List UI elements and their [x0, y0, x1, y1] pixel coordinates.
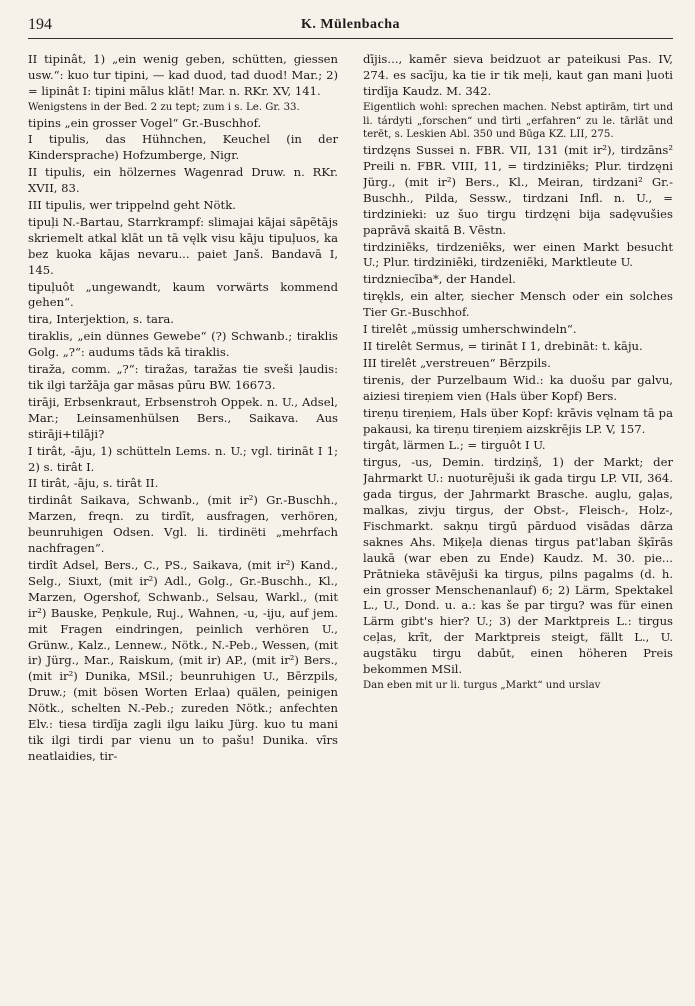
dictionary-entry: tirdît Adsel, Bers., C., PS., Saikava, (mit ir²) Kand., Selg., Siuxt, (mit ir²) Adl., Golg., Gr.-Buschh., Kl., Marzen, Ogershof, Schwanb., Selsau, Warkl., (mit ir²) Bauske, Peņkule, Ruj., Wahnen, -u, -iju, auf jem. mit Fragen eindringen, peinlich verhören U., Grünw., Kalz., Lennew., Nötk., N.-Peb., Wessen, (mit ir) Jürg., Mar., Raiskum, (mit ir) AP., (mit ir²) Bers., (mit ir²) Dunika, MSil.; beunruhigen U., Bērzpils, Druw.; (mit bösen Worten Erlaa) quälen, peinigen Nötk., schelten N.-Peb.; zureden Nötk.; anfechten Elv.: tiesa tirdīja zagli ilgu laiku Jürg. kuo tu mani tik ilgi tirdi par vienu un to pašu! Dunika. vīrs neatlaidies, tir-: [28, 557, 338, 763]
columns: [28, 52, 673, 998]
dictionary-entry: II tirelêt Sermus, = tirināt I 1, drebināt: t. kāju.: [363, 338, 643, 353]
dictionary-entry: dījis..., kamēr sieva beidzuot ar pateikusi Pas. IV, 274. es sacīju, ka tie ir tik meļi, kaut gan mani ļuoti tirdīja Kaudz. M. 342.: [363, 52, 673, 98]
dictionary-entry: II tipulis, ein hölzernes Wagenrad Druw. n. RKr. XVII, 83.: [28, 165, 338, 196]
right-column: [363, 52, 673, 998]
dictionary-entry: tirękls, ein alter, siecher Mensch oder ein solches Tier Gr.-Buschhof.: [363, 289, 673, 320]
dictionary-entry: III tirelêt „verstreuen“ Bērzpils.: [363, 355, 551, 370]
dictionary-entry: tipuļi N.-Bartau, Starrkrampf: slimajai kājai sāpẽtājs skriemelt atkal klāt un tā vęlk visu kāju tipuļuos, ka bez kuoka kājas nevaru... paiet Janš. Bandavā I, 145.: [28, 214, 338, 277]
dictionary-entry: Eigentlich wohl: sprechen machen. Nebst aptirām, tirt und li. tárdyti „forschen“ und tìrti „erfahren“ zu le. tārlāt und terēt, s. Leskien Abl. 350 und Būga KZ. LII, 275.: [363, 101, 673, 141]
dictionary-entry: tirdziniēks, tirdzeniēks, wer einen Markt besucht U.; Plur. tirdziniēki, tirdzeniēki, Marktleute U.: [363, 239, 673, 270]
dictionary-entry: tiraklis, „ein dünnes Gewebe“ (?) Schwanb.; tiraklis Golg. „?“: audums tāds kā tiraklis.: [28, 329, 338, 360]
dictionary-entry: tirgât, lärmen L.; = tirguôt I U.: [363, 438, 546, 453]
dictionary-entry: tipuļuôt „ungewandt, kaum vorwärts kommend gehen“.: [28, 279, 338, 310]
dictionary-entry: I tirât, -āju, 1) schütteln Lems. n. U.; vgl. tirināt I 1; 2) s. tirât I.: [28, 443, 338, 474]
dictionary-entry: tirgus, -us, Demin. tirdziņš, 1) der Markt; der Jahrmarkt U.: nuoturējuši ik gada tirgu LP. VII, 364. gada tirgus, der Jahrmarkt Brasche. augļu, gaļas, malkas, zivju tirgus, der Obst-, Fleisch-, Holz-, Fischmarkt. sakņu tirgū pārduod visādas dārza saknes Ahs. Miķeļa dienas tirgus pat'laban šķīrās laukā (war eben zu Ende) Kaudz. M. 30. pie... Prātnieka stāvējuši ka tirgus, pilns pagalms (d. h. ein grosser Menschenanlauf) 6; 2) Lärm, Spektakel L., U., Dond. u. a.: kas še par tirgu? was für einen Lärm gibt's hier? U.; 3) der Marktpreis L.: tirgus ceļas, krīt, der Marktpreis steigt, fällt L., U. augstāku tirgu dabūt, einen höheren Preis bekommen MSil.: [363, 455, 673, 677]
dictionary-entry: II tipinât, 1) „ein wenig geben, schütten, giessen usw.“: kuo tur tipini, — kad duod, tad duod! Mar.; 2) = lipinât I: tipini mālus klāt! Mar. n. RKr. XV, 141.: [28, 52, 338, 98]
page-header: [28, 14, 673, 39]
dictionary-entry: tirenis, der Purzelbaum Wid.: ka duošu par galvu, aiziesi tireņiem vien (Hals über Kopf) Bers.: [363, 372, 673, 403]
dictionary-entry: tira, Interjektion, s. tara.: [28, 312, 174, 327]
dictionary-entry: tipins „ein grosser Vogel“ Gr.-Buschhof.: [28, 115, 262, 130]
dictionary-entry: tirdzniecība*, der Handel.: [363, 272, 516, 287]
dictionary-entry: tirdzęns Sussei n. FBR. VII, 131 (mit ir²), tirdzāns² Preili n. FBR. VIII, 11, = tirdziniēks; Plur. tirdzęni Jürg., (mit ir²) Bers., Kl., Meiran, tirdzani² Gr.-Buschh., Pilda, Sessw., tirdzani Infl. n. U., = tirdzinieki: uz šuo tirgu tirdzęni bija sadęvušies paprāvā skaitā B. Vēstn.: [363, 143, 673, 237]
dictionary-entry: tirāji, Erbsenkraut, Erbsenstroh Oppek. n. U., Adsel, Mar.; Leinsamenhülsen Bers., Saikava. Aus stirāji+tilāji?: [28, 394, 338, 441]
dictionary-entry: tirdinât Saikava, Schwanb., (mit ir²) Gr.-Buschh., Marzen, freqn. zu tirdīt, ausfragen, verhören, beunruhigen Odsen. Vgl. li. tirdinëti „mehrfach nachfragen“.: [28, 493, 338, 556]
dictionary-entry: I tirelêt „müssig umherschwindeln“.: [363, 322, 577, 337]
dictionary-entry: III tipulis, wer trippelnd geht Nötk.: [28, 198, 236, 213]
dictionary-entry: tireņu tireņiem, Hals über Kopf: krāvis vęlnam tā pa pakausi, ka tireņu tireņiem aizskrējis LP. V, 157.: [363, 405, 673, 436]
dictionary-entry: tiraža, comm. „?“: tiražas, taražas tie sveši ļaudis: tik ilgi taržāja gar māsas pūru BW. 16673.: [28, 362, 338, 393]
running-head: K. Mülenbacha: [300, 17, 401, 32]
dictionary-entry: Wenigstens in der Bed. 2 zu tept; zum i s. Le. Gr. 33.: [28, 101, 300, 113]
page-number: 194: [28, 16, 52, 33]
dictionary-entry: I tipulis, das Hühnchen, Keuchel (in der Kindersprache) Hofzumberge, Nigr.: [28, 132, 338, 163]
dictionary-entry: Dan eben mit ur li. turgus „Markt“ und urslav: [363, 680, 601, 692]
dictionary-entry: II tirât, -āju, s. tirât II.: [28, 476, 159, 491]
left-column: [28, 52, 338, 998]
